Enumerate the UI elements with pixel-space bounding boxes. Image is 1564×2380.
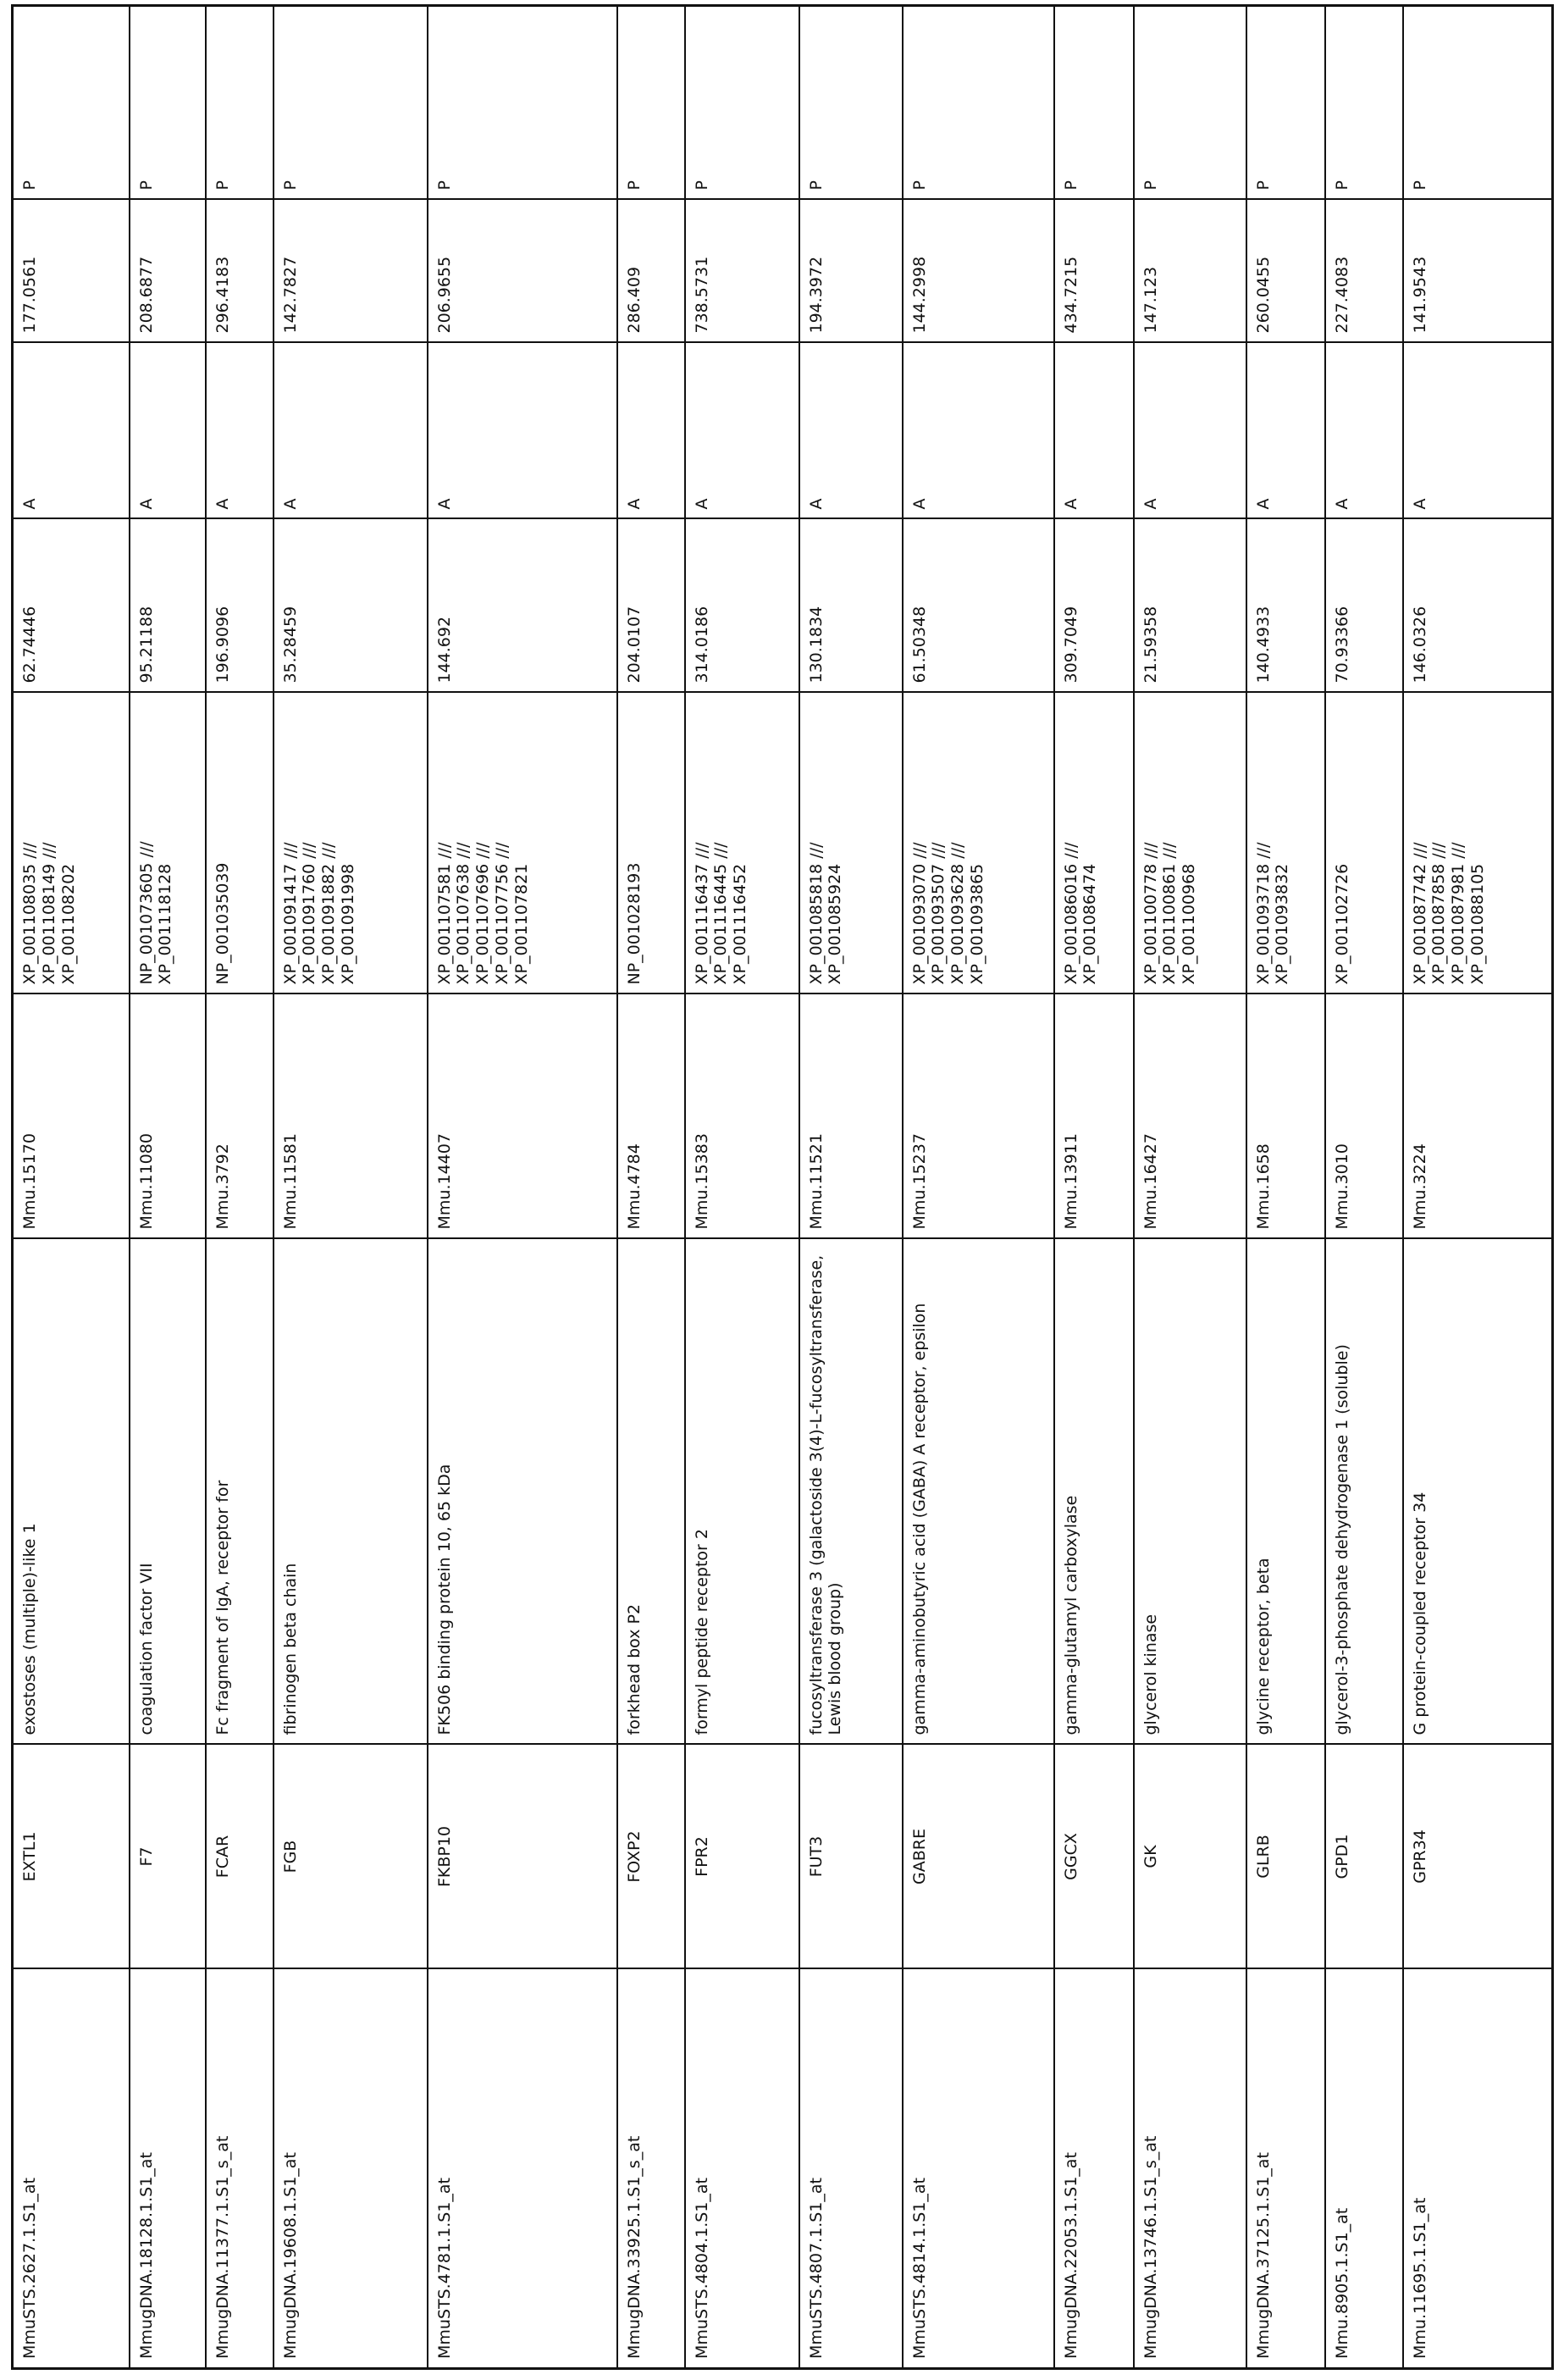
gene-symbol-cell: FCAR: [206, 1745, 274, 1969]
call-2-cell: P: [206, 6, 274, 200]
refseq-ids-cell: XP_001108035 /// XP_001108149 /// XP_001108202: [13, 693, 130, 994]
probe-id-cell: MmugDNA.37125.1.S1_at: [1246, 1969, 1325, 2369]
unigene-id-cell: Mmu.3792: [206, 994, 274, 1239]
gene-description-cell: gamma-glutamyl carboxylase: [1054, 1239, 1134, 1745]
refseq-ids-cell: NP_001035039: [206, 693, 274, 994]
value-2-cell: 177.0561: [13, 200, 130, 343]
call-1-cell: A: [685, 343, 799, 519]
value-1-cell: 204.0107: [617, 519, 685, 693]
unigene-id-cell: Mmu.3010: [1325, 994, 1403, 1239]
call-2-cell: P: [903, 6, 1054, 200]
call-1-cell: A: [13, 343, 130, 519]
call-2-cell: P: [617, 6, 685, 200]
value-1-cell: 70.93366: [1325, 519, 1403, 693]
gene-description-cell: fibrinogen beta chain: [274, 1239, 428, 1745]
probe-id-cell: MmuSTS.2627.1.S1_at: [13, 1969, 130, 2369]
call-2-cell: P: [1134, 6, 1246, 200]
probe-id-cell: MmugDNA.19608.1.S1_at: [274, 1969, 428, 2369]
value-1-cell: 146.0326: [1403, 519, 1553, 693]
value-2-cell: 260.0455: [1246, 200, 1325, 343]
gene-description-cell: glycerol kinase: [1134, 1239, 1246, 1745]
value-1-cell: 196.9096: [206, 519, 274, 693]
value-2-cell: 144.2998: [903, 200, 1054, 343]
refseq-ids-cell: XP_001093718 /// XP_001093832: [1246, 693, 1325, 994]
call-2-cell: P: [1403, 6, 1553, 200]
unigene-id-cell: Mmu.14407: [428, 994, 617, 1239]
table-body: [13, 6, 1553, 2369]
table-row: [1403, 6, 1553, 2369]
value-2-cell: 141.9543: [1403, 200, 1553, 343]
gene-description-cell: G protein-coupled receptor 34: [1403, 1239, 1553, 1745]
gene-symbol-cell: FKBP10: [428, 1745, 617, 1969]
value-2-cell: 147.123: [1134, 200, 1246, 343]
gene-description-cell: gamma-aminobutyric acid (GABA) A receptor, epsilon: [903, 1239, 1054, 1745]
table-row: [428, 6, 617, 2369]
unigene-id-cell: Mmu.15170: [13, 994, 130, 1239]
table-row: [1246, 6, 1325, 2369]
call-2-cell: P: [13, 6, 130, 200]
gene-symbol-cell: FOXP2: [617, 1745, 685, 1969]
probe-id-cell: MmugDNA.22053.1.S1_at: [1054, 1969, 1134, 2369]
call-2-cell: P: [685, 6, 799, 200]
unigene-id-cell: Mmu.1658: [1246, 994, 1325, 1239]
unigene-id-cell: Mmu.16427: [1134, 994, 1246, 1239]
gene-description-cell: glycine receptor, beta: [1246, 1239, 1325, 1745]
value-2-cell: 142.7827: [274, 200, 428, 343]
gene-description-cell: glycerol-3-phosphate dehydrogenase 1 (soluble): [1325, 1239, 1403, 1745]
gene-description-cell: formyl peptide receptor 2: [685, 1239, 799, 1745]
call-1-cell: A: [1246, 343, 1325, 519]
call-1-cell: A: [130, 343, 206, 519]
value-1-cell: 314.0186: [685, 519, 799, 693]
gene-symbol-cell: FPR2: [685, 1745, 799, 1969]
value-1-cell: 140.4933: [1246, 519, 1325, 693]
gene-symbol-cell: GPD1: [1325, 1745, 1403, 1969]
value-2-cell: 738.5731: [685, 200, 799, 343]
refseq-ids-cell: XP_001102726: [1325, 693, 1403, 994]
call-1-cell: A: [799, 343, 903, 519]
gene-description-cell: Fc fragment of IgA, receptor for: [206, 1239, 274, 1745]
value-1-cell: 130.1834: [799, 519, 903, 693]
probe-id-cell: MmuSTS.4781.1.S1_at: [428, 1969, 617, 2369]
call-2-cell: P: [799, 6, 903, 200]
gene-expression-table: [11, 4, 1554, 2370]
gene-symbol-cell: EXTL1: [13, 1745, 130, 1969]
call-1-cell: A: [903, 343, 1054, 519]
value-2-cell: 227.4083: [1325, 200, 1403, 343]
value-2-cell: 286.409: [617, 200, 685, 343]
value-1-cell: 61.50348: [903, 519, 1054, 693]
probe-id-cell: MmugDNA.33925.1.S1_s_at: [617, 1969, 685, 2369]
call-2-cell: P: [428, 6, 617, 200]
call-1-cell: A: [428, 343, 617, 519]
table-row: [274, 6, 428, 2369]
gene-symbol-cell: FUT3: [799, 1745, 903, 1969]
table-row: [13, 6, 130, 2369]
gene-symbol-cell: GABRE: [903, 1745, 1054, 1969]
table-row: [1325, 6, 1403, 2369]
call-2-cell: P: [130, 6, 206, 200]
refseq-ids-cell: XP_001100778 /// XP_001100861 /// XP_001100968: [1134, 693, 1246, 994]
gene-description-cell: fucosyltransferase 3 (galactoside 3(4)-L-fucosyltransferase, Lewis blood group): [799, 1239, 903, 1745]
value-2-cell: 434.7215: [1054, 200, 1134, 343]
value-2-cell: 296.4183: [206, 200, 274, 343]
call-1-cell: A: [1403, 343, 1553, 519]
call-2-cell: P: [1054, 6, 1134, 200]
value-1-cell: 309.7049: [1054, 519, 1134, 693]
gene-symbol-cell: GLRB: [1246, 1745, 1325, 1969]
refseq-ids-cell: XP_001087742 /// XP_001087858 /// XP_001087981 /// XP_001088105: [1403, 693, 1553, 994]
refseq-ids-cell: NP_001073605 /// XP_001118128: [130, 693, 206, 994]
gene-description-cell: exostoses (multiple)-like 1: [13, 1239, 130, 1745]
table-row: [799, 6, 903, 2369]
probe-id-cell: Mmu.11695.1.S1_at: [1403, 1969, 1553, 2369]
unigene-id-cell: Mmu.15383: [685, 994, 799, 1239]
value-2-cell: 194.3972: [799, 200, 903, 343]
table-row: [130, 6, 206, 2369]
table-row: [1054, 6, 1134, 2369]
gene-symbol-cell: GGCX: [1054, 1745, 1134, 1969]
gene-description-cell: FK506 binding protein 10, 65 kDa: [428, 1239, 617, 1745]
probe-id-cell: MmuSTS.4814.1.S1_at: [903, 1969, 1054, 2369]
gene-symbol-cell: FGB: [274, 1745, 428, 1969]
probe-id-cell: MmugDNA.18128.1.S1_at: [130, 1969, 206, 2369]
refseq-ids-cell: XP_001091417 /// XP_001091760 /// XP_001091882 /// XP_001091998: [274, 693, 428, 994]
call-1-cell: A: [274, 343, 428, 519]
probe-id-cell: MmugDNA.11377.1.S1_s_at: [206, 1969, 274, 2369]
refseq-ids-cell: XP_001107581 /// XP_001107638 /// XP_001107696 /// XP_001107756 /// XP_001107821: [428, 693, 617, 994]
value-1-cell: 21.59358: [1134, 519, 1246, 693]
call-1-cell: A: [206, 343, 274, 519]
value-2-cell: 206.9655: [428, 200, 617, 343]
gene-description-cell: coagulation factor VII: [130, 1239, 206, 1745]
call-1-cell: A: [617, 343, 685, 519]
refseq-ids-cell: XP_001116437 /// XP_001116445 /// XP_001116452: [685, 693, 799, 994]
call-1-cell: A: [1134, 343, 1246, 519]
call-2-cell: P: [274, 6, 428, 200]
unigene-id-cell: Mmu.3224: [1403, 994, 1553, 1239]
value-1-cell: 95.21188: [130, 519, 206, 693]
rotated-table-page: [11, 7, 1554, 2370]
refseq-ids-cell: XP_001085818 /// XP_001085924: [799, 693, 903, 994]
table-row: [206, 6, 274, 2369]
gene-symbol-cell: GK: [1134, 1745, 1246, 1969]
gene-description-cell: forkhead box P2: [617, 1239, 685, 1745]
table-row: [685, 6, 799, 2369]
call-2-cell: P: [1246, 6, 1325, 200]
unigene-id-cell: Mmu.15237: [903, 994, 1054, 1239]
table-row: [617, 6, 685, 2369]
gene-symbol-cell: F7: [130, 1745, 206, 1969]
unigene-id-cell: Mmu.4784: [617, 994, 685, 1239]
table-row: [1134, 6, 1246, 2369]
probe-id-cell: MmuSTS.4804.1.S1_at: [685, 1969, 799, 2369]
gene-symbol-cell: GPR34: [1403, 1745, 1553, 1969]
table-row: [903, 6, 1054, 2369]
unigene-id-cell: Mmu.11080: [130, 994, 206, 1239]
unigene-id-cell: Mmu.13911: [1054, 994, 1134, 1239]
probe-id-cell: Mmu.8905.1.S1_at: [1325, 1969, 1403, 2369]
value-1-cell: 62.74446: [13, 519, 130, 693]
value-1-cell: 35.28459: [274, 519, 428, 693]
unigene-id-cell: Mmu.11521: [799, 994, 903, 1239]
refseq-ids-cell: XP_001093070 /// XP_001093507 /// XP_001093628 /// XP_001093865: [903, 693, 1054, 994]
call-1-cell: A: [1054, 343, 1134, 519]
value-2-cell: 208.6877: [130, 200, 206, 343]
refseq-ids-cell: NP_001028193: [617, 693, 685, 994]
probe-id-cell: MmuSTS.4807.1.S1_at: [799, 1969, 903, 2369]
unigene-id-cell: Mmu.11581: [274, 994, 428, 1239]
refseq-ids-cell: XP_001086016 /// XP_001086474: [1054, 693, 1134, 994]
call-1-cell: A: [1325, 343, 1403, 519]
probe-id-cell: MmugDNA.13746.1.S1_s_at: [1134, 1969, 1246, 2369]
call-2-cell: P: [1325, 6, 1403, 200]
value-1-cell: 144.692: [428, 519, 617, 693]
